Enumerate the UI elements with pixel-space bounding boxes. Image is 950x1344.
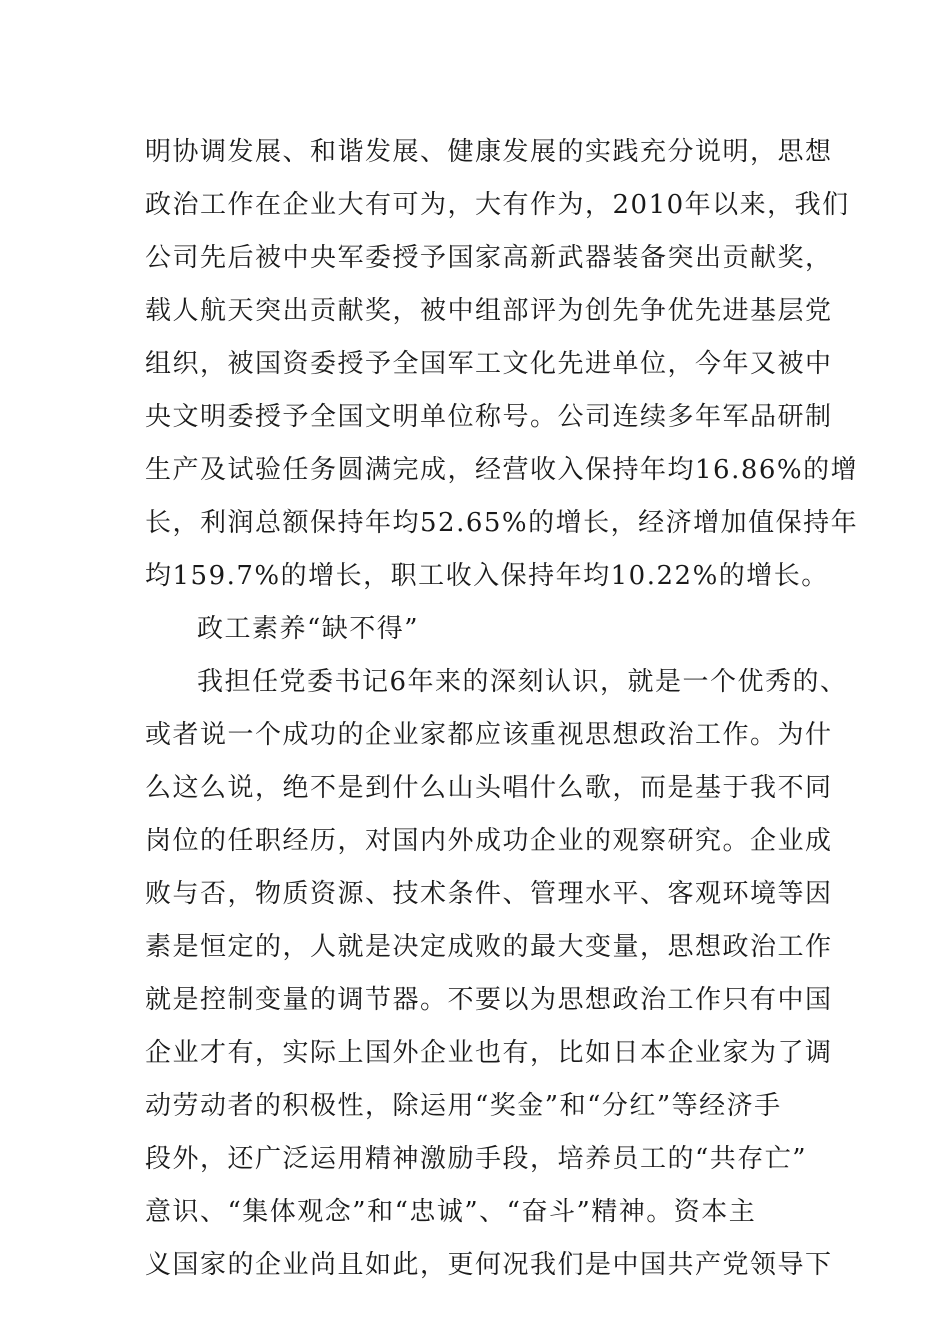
paragraph-line: 意识、“集体观念”和“忠诚”、“奋斗”精神。资本主	[145, 1197, 757, 1227]
paragraph-line: 段外，还广泛运用精神激励手段，培养员工的“共存亡”	[145, 1144, 808, 1174]
paragraph-line: 义国家的企业尚且如此，更何况我们是中国共产党领导下	[145, 1250, 833, 1280]
paragraph-line: 明协调发展、和谐发展、健康发展的实践充分说明，思想	[145, 137, 833, 167]
paragraph-line: 企业才有，实际上国外企业也有，比如日本企业家为了调	[145, 1038, 833, 1068]
paragraph-line: 生产及试验任务圆满完成，经营收入保持年均16.86%的增	[145, 455, 859, 485]
paragraph-line: 均159.7%的增长，职工收入保持年均10.22%的增长。	[145, 561, 829, 591]
paragraph-line: 载人航天突出贡献奖，被中组部评为创先争优先进基层党	[145, 296, 833, 326]
paragraph-line: 我担任党委书记6年来的深刻认识，就是一个优秀的、	[197, 667, 848, 697]
paragraph-line: 长，利润总额保持年均52.65%的增长，经济增加值保持年	[145, 508, 859, 538]
paragraph-line: 公司先后被中央军委授予国家高新武器装备突出贡献奖，	[145, 243, 833, 273]
paragraph-line: 组织，被国资委授予全国军工文化先进单位，今年又被中	[145, 349, 833, 379]
paragraph-line: 动劳动者的积极性，除运用“奖金”和“分红”等经济手	[145, 1091, 782, 1121]
paragraph-line: 央文明委授予全国文明单位称号。公司连续多年军品研制	[145, 402, 833, 432]
paragraph-line: 败与否，物质资源、技术条件、管理水平、客观环境等因	[145, 879, 833, 909]
paragraph-line: 么这么说，绝不是到什么山头唱什么歌，而是基于我不同	[145, 773, 833, 803]
document-body	[145, 126, 859, 1292]
paragraph-line: 岗位的任职经历，对国内外成功企业的观察研究。企业成	[145, 826, 833, 856]
paragraph-line: 就是控制变量的调节器。不要以为思想政治工作只有中国	[145, 985, 833, 1015]
paragraph-line: 或者说一个成功的企业家都应该重视思想政治工作。为什	[145, 720, 833, 750]
paragraph-line: 素是恒定的，人就是决定成败的最大变量，思想政治工作	[145, 932, 833, 962]
section-heading: 政工素养“缺不得”	[197, 614, 420, 644]
paragraph-line: 政治工作在企业大有可为，大有作为，2010年以来，我们	[145, 190, 850, 220]
